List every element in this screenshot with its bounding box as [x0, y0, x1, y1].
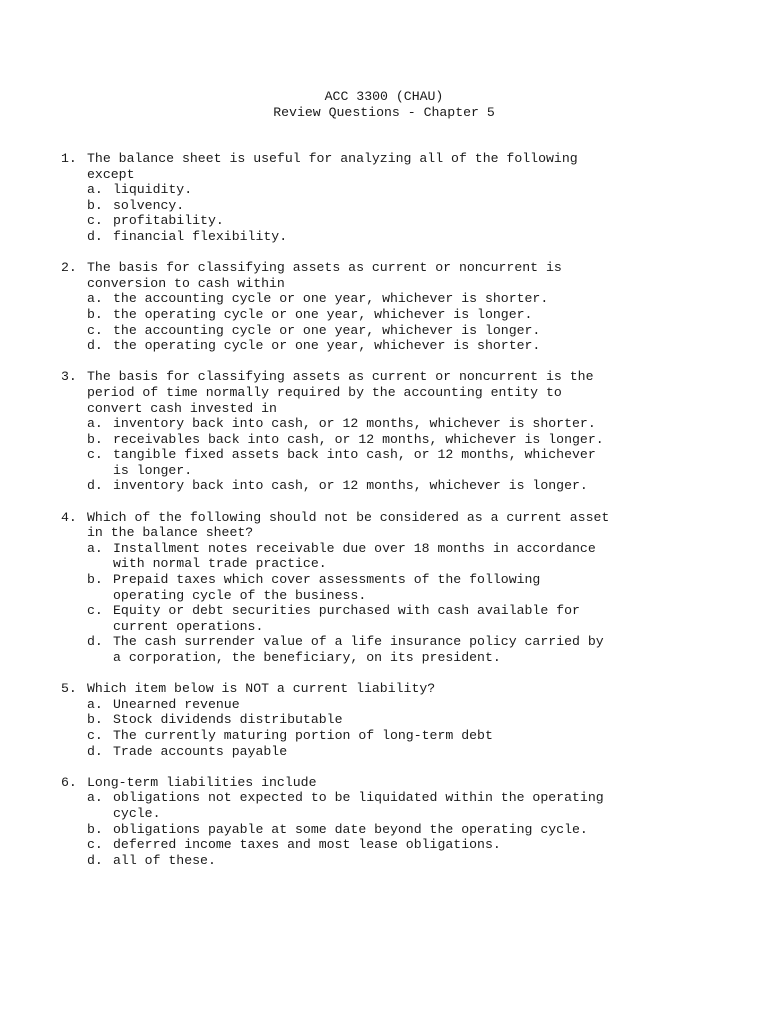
- question-4: [61, 510, 751, 666]
- option-letter: b.: [87, 197, 103, 213]
- option-text: Installment notes receivable due over 18 months in accordance with normal trade practice.: [113, 540, 596, 572]
- option-letter: c.: [87, 213, 103, 229]
- option-letter: a.: [87, 790, 103, 806]
- option-letter: b.: [87, 572, 103, 588]
- option-text: Equity or debt securities purchased with cash available for current operations.: [113, 603, 580, 634]
- option-letter: b.: [87, 431, 103, 447]
- answer-options: [61, 697, 751, 759]
- answer-option: [87, 744, 751, 760]
- question-number: 5.: [61, 681, 77, 697]
- option-text: obligations not expected to be liquidated within the operating cycle.: [113, 790, 604, 821]
- answer-options: [61, 291, 751, 353]
- option-letter: c.: [87, 603, 103, 619]
- option-text: Trade accounts payable: [113, 743, 288, 759]
- option-text: receivables back into cash, or 12 months, whichever is longer.: [113, 431, 604, 447]
- option-text: all of these.: [113, 852, 216, 868]
- option-letter: b.: [87, 821, 103, 837]
- question-2: [61, 260, 751, 354]
- answer-option: [87, 712, 751, 728]
- option-letter: c.: [87, 837, 103, 853]
- answer-option: [87, 291, 751, 307]
- option-text: inventory back into cash, or 12 months, whichever is shorter.: [113, 416, 596, 432]
- option-letter: d.: [87, 634, 103, 650]
- option-letter: c.: [87, 322, 103, 338]
- answer-option: [87, 837, 751, 853]
- answer-option: [87, 822, 751, 838]
- question-6: [61, 775, 751, 869]
- question-stem: [61, 775, 751, 791]
- option-letter: d.: [87, 852, 103, 868]
- question-number: 6.: [61, 774, 77, 790]
- answer-options: [61, 182, 751, 244]
- option-text: solvency.: [113, 197, 185, 213]
- question-list: [61, 151, 751, 884]
- option-text: tangible fixed assets back into cash, or 12 months, whichever is longer.: [113, 447, 596, 478]
- option-letter: a.: [87, 696, 103, 712]
- question-text: Which item below is NOT a current liability?: [87, 681, 436, 697]
- answer-option: [87, 323, 751, 339]
- option-text: Prepaid taxes which cover assessments of the following operating cycle of the business.: [113, 572, 541, 603]
- question-3: [61, 369, 751, 494]
- option-letter: a.: [87, 540, 103, 556]
- question-stem: [61, 151, 751, 182]
- option-letter: a.: [87, 291, 103, 307]
- option-letter: d.: [87, 338, 103, 354]
- option-letter: a.: [87, 182, 103, 198]
- answer-option: [87, 572, 751, 603]
- option-text: The cash surrender value of a life insurance policy carried by a corporation, the beneficiary, on its president.: [113, 634, 604, 665]
- option-text: the operating cycle or one year, whichever is shorter.: [113, 338, 541, 354]
- question-stem: [61, 260, 751, 291]
- option-text: inventory back into cash, or 12 months, whichever is longer.: [113, 478, 588, 494]
- option-letter: b.: [87, 306, 103, 322]
- question-1: [61, 151, 751, 245]
- answer-option: [87, 634, 751, 665]
- answer-option: [87, 432, 751, 448]
- option-letter: b.: [87, 712, 103, 728]
- option-letter: d.: [87, 478, 103, 494]
- option-text: Unearned revenue: [113, 696, 240, 712]
- answer-option: [87, 790, 751, 821]
- option-letter: c.: [87, 447, 103, 463]
- course-title: ACC 3300 (CHAU): [324, 89, 444, 104]
- question-number: 1.: [61, 151, 77, 166]
- answer-option: [87, 182, 751, 198]
- answer-option: [87, 307, 751, 323]
- option-text: The currently maturing portion of long-term debt: [113, 727, 493, 743]
- question-text: Long-term liabilities include: [87, 774, 317, 790]
- answer-option: [87, 853, 751, 869]
- question-5: [61, 681, 751, 759]
- option-text: the accounting cycle or one year, whichever is shorter.: [113, 291, 549, 307]
- answer-option: [87, 213, 751, 229]
- answer-option: [87, 416, 751, 432]
- question-stem: [61, 369, 751, 416]
- question-stem: [61, 510, 751, 541]
- question-text: Which of the following should not be considered as a current asset in the balance sheet?: [87, 509, 610, 541]
- question-number: 4.: [61, 509, 77, 525]
- answer-option: [87, 447, 751, 478]
- answer-option: [87, 198, 751, 214]
- document-header: [0, 89, 768, 120]
- option-text: deferred income taxes and most lease obligations.: [113, 837, 501, 853]
- option-letter: a.: [87, 416, 103, 432]
- question-stem: [61, 681, 751, 697]
- question-text: The basis for classifying assets as current or noncurrent is the period of time normally required by the accounting entity to convert cash invested in: [87, 369, 594, 416]
- option-text: financial flexibility.: [113, 228, 288, 244]
- question-text: The basis for classifying assets as current or noncurrent is conversion to cash within: [87, 260, 562, 291]
- answer-option: [87, 603, 751, 634]
- page-title: Review Questions - Chapter 5: [273, 104, 495, 120]
- answer-options: [61, 790, 751, 868]
- option-text: Stock dividends distributable: [113, 712, 343, 728]
- question-number: 3.: [61, 369, 77, 385]
- answer-option: [87, 478, 751, 494]
- answer-option: [87, 728, 751, 744]
- answer-option: [87, 541, 751, 572]
- question-text: The balance sheet is useful for analyzing all of the following except: [87, 151, 578, 182]
- option-text: the operating cycle or one year, whichever is longer.: [113, 306, 533, 322]
- answer-option: [87, 697, 751, 713]
- option-letter: d.: [87, 743, 103, 759]
- question-number: 2.: [61, 260, 77, 276]
- answer-option: [87, 338, 751, 354]
- answer-options: [61, 416, 751, 494]
- option-text: the accounting cycle or one year, whichever is longer.: [113, 322, 541, 338]
- answer-options: [61, 541, 751, 666]
- option-letter: c.: [87, 727, 103, 743]
- answer-option: [87, 229, 751, 245]
- option-text: liquidity.: [113, 182, 193, 198]
- option-letter: d.: [87, 228, 103, 244]
- option-text: profitability.: [113, 213, 224, 229]
- option-text: obligations payable at some date beyond the operating cycle.: [113, 821, 588, 837]
